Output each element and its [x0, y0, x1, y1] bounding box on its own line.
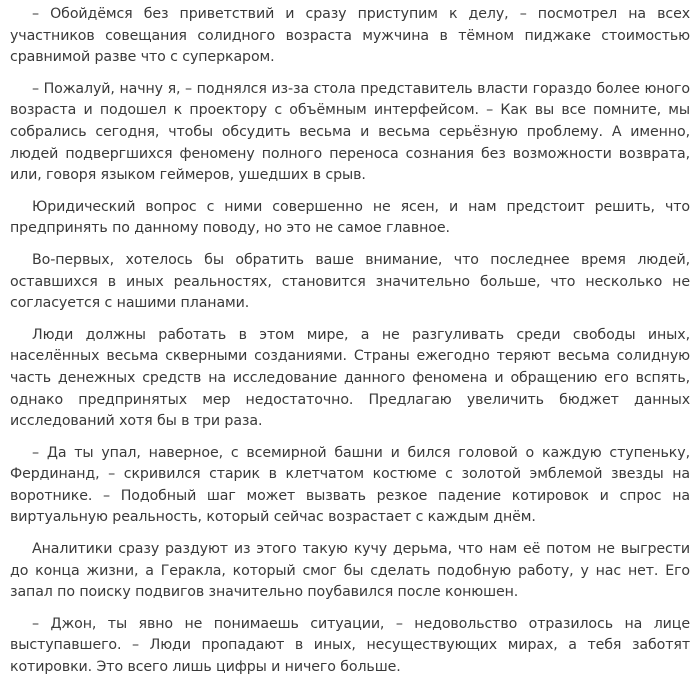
paragraph-8: – Джон, ты явно не понимаешь ситуации, – недовольство отразилось на лице выступавшего. – Люди пропадают в иных, несуществующих мирах, а тебя заботят котировки. Это всего лишь цифры и ничего больше. — [10, 615, 690, 676]
paragraph-4: Во-первых, хотелось бы обратить ваше внимание, что последнее время людей, оставшихся в иных реальностях, становится значительно больше, что несколько не согласуется с нашими планами. — [10, 251, 690, 312]
paragraph-5: Люди должны работать в этом мире, а не разгуливать среди свободы иных, населённых весьма скверными созданиями. Страны ежегодно теряют весьма солидную часть денежных средств на исследование данного феномена и обращению его вспять, однако предпринятых мер недостаточно. Предлагаю увеличить бюджет данных исследований хотя бы в три раза. — [10, 326, 690, 430]
paragraph-6: – Да ты упал, наверное, с всемирной башни и бился головой о каждую ступеньку, Фердинанд, – скривился старик в клетчатом костюме с золотой эмблемой звезды на воротнике. – Подобный шаг может вызвать резкое падение котировок и спрос на виртуальную реальность, который сейчас возрастает с каждым днём. — [10, 444, 690, 526]
paragraph-7: Аналитики сразу раздуют из этого такую кучу дерьма, что нам её потом не выгрести до конца жизни, а Геракла, который смог бы сделать подобную работу, у нас нет. Его запал по поиску подвигов значительно поубавился после конюшен. — [10, 541, 690, 601]
paragraph-1: – Обойдёмся без приветствий и сразу приступим к делу, – посмотрел на всех участников совещания солидного возраста мужчина в тёмном пиджаке стоимостью сравнимой разве что с суперкаром. — [10, 6, 690, 66]
paragraph-3: Юридический вопрос с ними совершенно не ясен, и нам предстоит решить, что предпринять по данному поводу, но это не самое главное. — [10, 198, 690, 237]
paragraph-2: – Пожалуй, начну я, – поднялся из-за стола представитель власти гораздо более юного возраста и подошел к проектору с объёмным интерфейсом. – Как вы все помните, мы собрались сегодня, чтобы обсудить весьма и весьма серьёзную проблему. А именно, людей подвергшихся феномену полного переноса сознания без возможности возврата, или, говоря языком геймеров, ушедших в срыв. — [10, 80, 690, 184]
